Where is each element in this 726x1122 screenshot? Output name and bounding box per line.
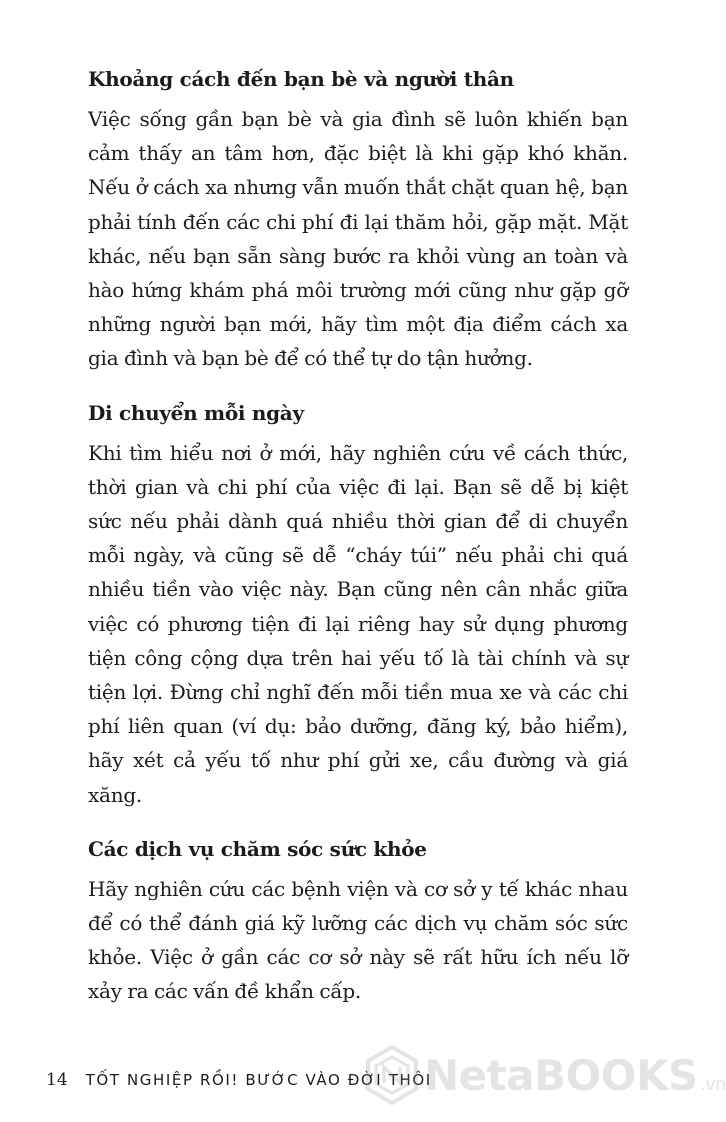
running-title: TỐT NGHIỆP RỒI! BƯỚC VÀO ĐỜI THÔI — [85, 1071, 432, 1089]
section-daily-commute — [88, 396, 628, 812]
section-paragraph: Việc sống gần bạn bè và gia đình sẽ luôn khiến bạn cảm thấy an tâm hơn, đặc biệt là khi gặp khó khăn. Nếu ở cách xa nhưng vẫn muốn thắt chặt quan hệ, bạn phải tính đến các chi phí đi lại thăm hỏi, gặp mặt. Mặt khác, nếu bạn sẵn sàng bước ra khỏi vùng an toàn và hào hứng khám phá môi trường mới cũng như gặp gỡ những người bạn mới, hãy tìm một địa điểm cách xa gia đình và bạn bè để có thể tự do tận hưởng. — [88, 107, 628, 371]
section-heading: Các dịch vụ chăm sóc sức khỏe — [88, 836, 427, 861]
section-paragraph: Khi tìm hiểu nơi ở mới, hãy nghiên cứu về cách thức, thời gian và chi phí của việc đi lại. Bạn sẽ dễ bị kiệt sức nếu phải dành quá nhiều thời gian để di chuyển mỗi ngày, và cũng sẽ dễ “cháy túi” nếu phải chi quá nhiều tiền vào việc này. Bạn cũng nên cân nhắc giữa việc có phương tiện đi lại riêng hay sử dụng phương tiện công cộng dựa trên hai yếu tố là tài chính và sự tiện lợi. Đừng chỉ nghĩ đến mỗi tiền mua xe và các chi phí liên quan (ví dụ: bảo dưỡng, đăng ký, bảo hiểm), hãy xét cả yếu tố như phí gửi xe, cầu đường và giá xăng. — [88, 440, 628, 807]
page-footer — [46, 1060, 666, 1100]
section-heading: Di chuyển mỗi ngày — [88, 400, 304, 425]
watermark-text: NetaBOOKS .vn — [424, 1050, 726, 1100]
page-number: 14 — [46, 1070, 68, 1090]
section-friends-family — [88, 62, 628, 376]
section-heading: Khoảng cách đến bạn bè và người thân — [88, 67, 514, 91]
section-paragraph: Hãy nghiên cứu các bệnh viện và cơ sở y tế khác nhau để có thể đánh giá kỹ lưỡng các dịch vụ chăm sóc sức khỏe. Việc ở gần các cơ sở này sẽ rất hữu ích nếu lỡ xảy ra các vấn đề khẩn cấp. — [88, 876, 628, 1004]
section-health-services — [88, 832, 628, 1009]
page-content — [88, 62, 628, 1009]
